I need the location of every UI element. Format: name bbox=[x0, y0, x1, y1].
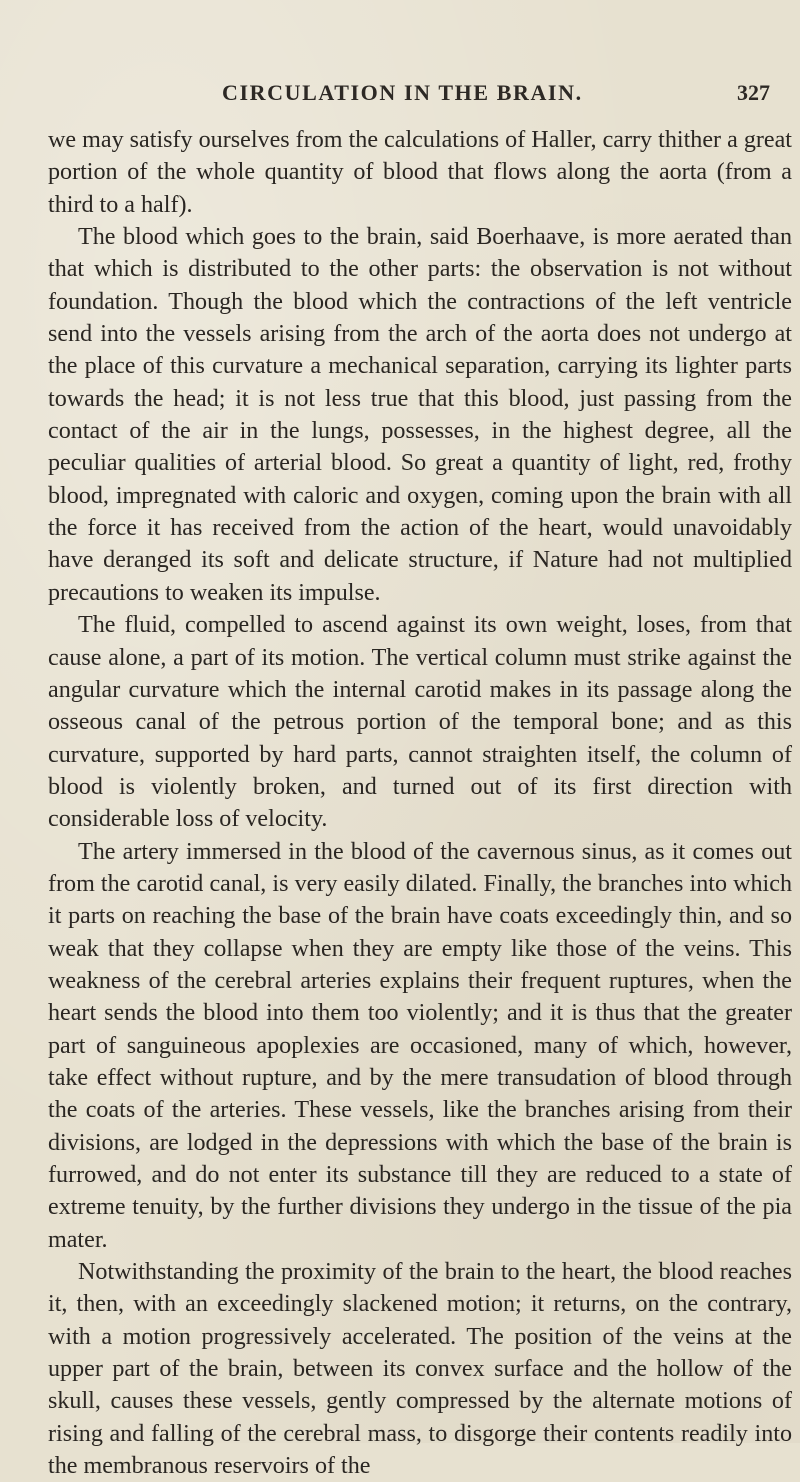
paragraph-veins: Notwithstanding the proximity of the brain to the heart, the blood reaches it, then, with an exceedingly slackened motion; it returns, on the contrary, with a motion progressively accelerated. The position of the veins at the upper part of the brain, between its convex surface and the hollow of the skull, causes these vessels, gently compressed by the alternate motions of rising and falling of the cerebral mass, to disgorge their contents readily into the membranous reservoirs of the bbox=[48, 1259, 792, 1480]
paragraph-boerhaave: The blood which goes to the brain, said Boerhaave, is more aerated than that which is distributed to the other parts: the observation is not without foundation. Though the blood which the contractions of the left ventricle send into the vessels arising from the arch of the aorta does not undergo at the place of this curvature a mechanical separation, carrying its lighter parts towards the head; it is not less true that this blood, just passing from the contact of the air in the lungs, possesses, in the highest degree, all the peculiar qualities of arterial blood. So great a quantity of light, red, frothy blood, impregnated with caloric and oxygen, coming upon the brain with all the force it has received from the action of the heart, would unavoidably have deranged its soft and delicate structure, if Nature had not multiplied precautions to weaken its impulse. bbox=[48, 224, 792, 606]
page-number: 327 bbox=[737, 80, 770, 105]
running-head bbox=[0, 80, 800, 114]
paragraph-fluid: The fluid, compelled to ascend against its own weight, loses, from that cause alone, a part of its motion. The vertical column must strike against the angular curvature which the internal carotid makes in its passage along the osseous canal of the petrous portion of the temporal bone; and as this curvature, supported by hard parts, cannot straighten itself, the column of blood is violently broken, and turned out of its first direction with considerable loss of velocity. bbox=[48, 612, 792, 833]
paragraph-artery: The artery immersed in the blood of the cavernous sinus, as it comes out from the carotid canal, is very easily dilated. Finally, the branches into which it parts on reaching the base of the brain have coats exceedingly thin, and so weak that they collapse when they are empty like those of the veins. This weakness of the cerebral arteries explains their frequent ruptures, when the heart sends the blood into them too violently; and it is thus that the greater part of sanguineous apoplexies are occasioned, many of which, however, take effect without rupture, and by the mere transudation of blood through the coats of the arteries. These vessels, like the branches arising from their divisions, are lodged in the depressions with which the base of the brain is furrowed, and do not enter its substance till they are reduced to a state of extreme tenuity, by the further divisions they undergo in the tissue of the pia mater. bbox=[48, 838, 792, 1253]
paragraph-continuation: we may satisfy ourselves from the calculations of Haller, carry thither a great portion of the whole quantity of blood that flows along the aorta (from a third to a half). bbox=[48, 127, 792, 218]
body-text bbox=[48, 124, 792, 1482]
running-title: CIRCULATION IN THE BRAIN. bbox=[222, 80, 583, 105]
